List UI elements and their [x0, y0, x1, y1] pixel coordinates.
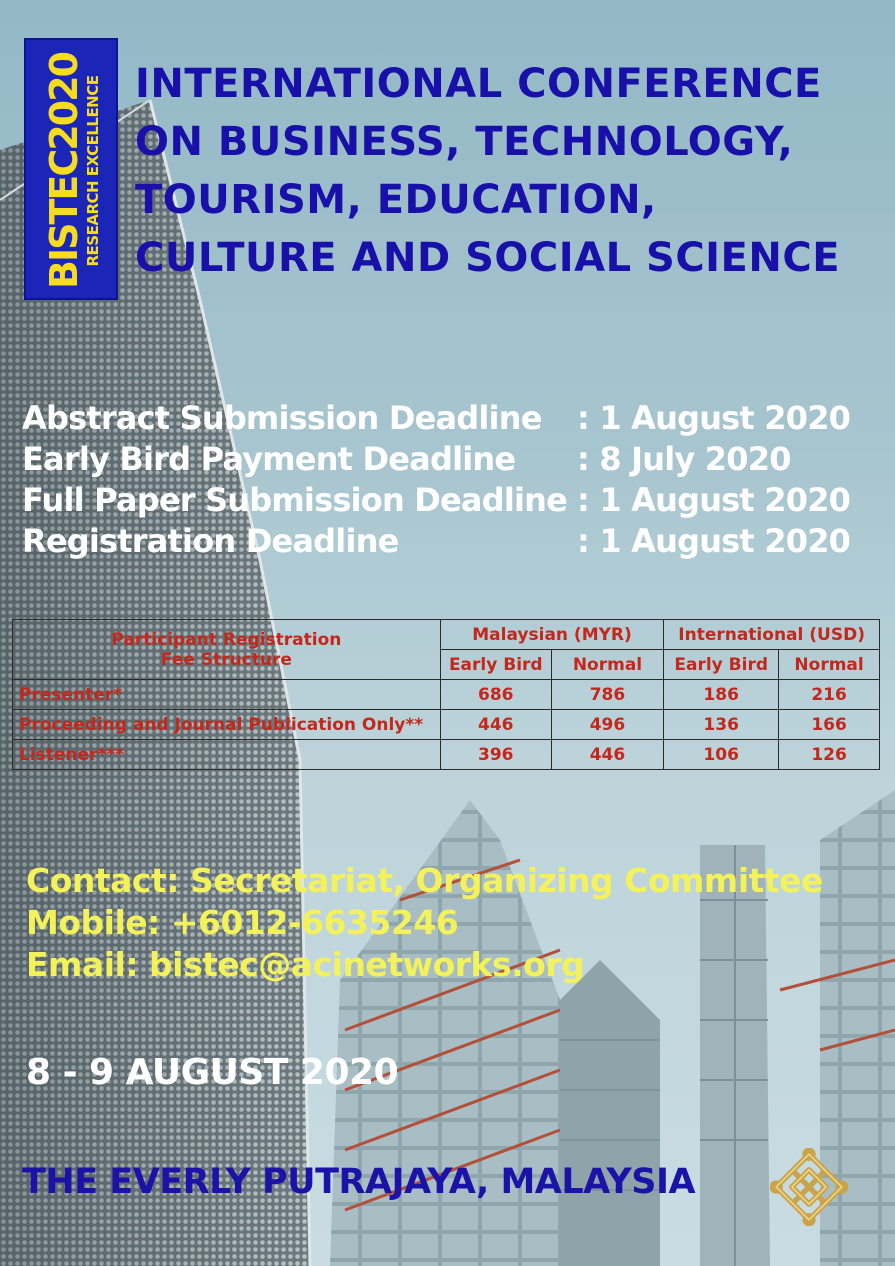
cell-myr-normal: 446	[551, 740, 664, 770]
deadline-value: : 1 August 2020	[577, 399, 851, 437]
endless-knot-icon	[770, 1148, 848, 1226]
table-row	[13, 710, 880, 740]
cell-myr-early: 446	[440, 710, 551, 740]
table-row	[13, 740, 880, 770]
cell-myr-normal: 496	[551, 710, 664, 740]
cell-usd-early: 186	[664, 680, 779, 710]
cell-myr-early: 686	[440, 680, 551, 710]
cell-usd-normal: 216	[779, 680, 880, 710]
deadline-value: : 8 July 2020	[577, 440, 791, 478]
table-header-category	[13, 620, 441, 680]
deadline-value: : 1 August 2020	[577, 522, 851, 560]
row-category: Listener***	[13, 740, 441, 770]
header-line: Participant Registration	[111, 629, 342, 650]
title-line: TOURISM, EDUCATION,	[135, 177, 657, 223]
contact-email: Email: bistec@acinetworks.org	[26, 945, 585, 984]
cell-myr-normal: 786	[551, 680, 664, 710]
deadline-label: Early Bird Payment Deadline	[22, 440, 516, 478]
bistec-logo	[24, 38, 118, 300]
header-line: Fee Structure	[160, 649, 292, 670]
cell-usd-early: 136	[664, 710, 779, 740]
header-international: International (USD)	[664, 620, 880, 650]
subheader-normal: Normal	[779, 650, 880, 680]
subheader-early-bird: Early Bird	[664, 650, 779, 680]
deadline-label: Registration Deadline	[22, 522, 399, 560]
title-line: INTERNATIONAL CONFERENCE	[135, 61, 822, 107]
subheader-early-bird: Early Bird	[440, 650, 551, 680]
cell-usd-normal: 126	[779, 740, 880, 770]
event-date: 8 - 9 AUGUST 2020	[26, 1052, 399, 1093]
event-venue: THE EVERLY PUTRAJAYA, MALAYSIA	[22, 1162, 696, 1202]
cell-usd-normal: 166	[779, 710, 880, 740]
cell-usd-early: 106	[664, 740, 779, 770]
table-header-row	[13, 620, 880, 650]
contact-organizer: Contact: Secretariat, Organizing Committee	[26, 861, 823, 900]
row-category: Presenter*	[13, 680, 441, 710]
title-line: CULTURE AND SOCIAL SCIENCE	[135, 235, 841, 281]
deadline-label: Full Paper Submission Deadline	[22, 481, 568, 519]
deadline-value: : 1 August 2020	[577, 481, 851, 519]
deadline-label: Abstract Submission Deadline	[22, 399, 542, 437]
header-malaysian: Malaysian (MYR)	[440, 620, 663, 650]
contact-mobile: Mobile: +6012-6635246	[26, 903, 459, 942]
title-line: ON BUSINESS, TECHNOLOGY,	[135, 119, 794, 165]
conference-title	[135, 55, 840, 287]
cell-myr-early: 396	[440, 740, 551, 770]
logo-text	[44, 53, 102, 289]
logo-sub-text: RESEARCH EXCELLENCE	[84, 75, 102, 267]
contact-block	[26, 860, 823, 986]
fee-structure-table	[12, 619, 880, 770]
subheader-normal: Normal	[551, 650, 664, 680]
row-category: Proceeding and Journal Publication Only**	[13, 710, 441, 740]
logo-main-text: BISTEC2020	[42, 53, 86, 289]
table-row	[13, 680, 880, 710]
